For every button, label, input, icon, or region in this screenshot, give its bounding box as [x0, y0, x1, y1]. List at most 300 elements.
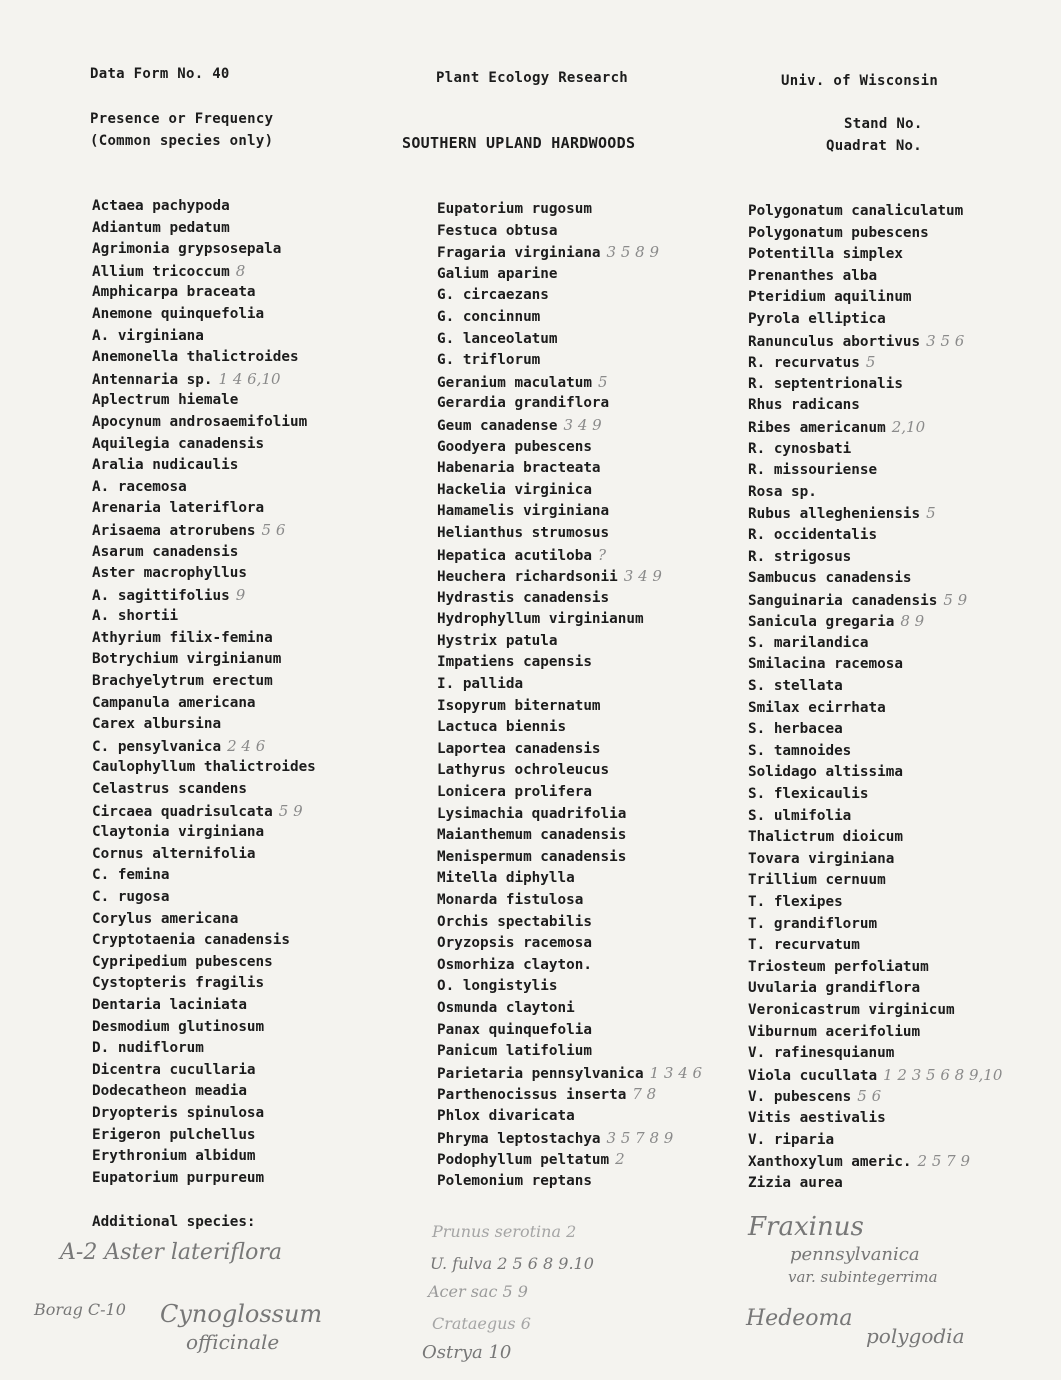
species-row: [437, 696, 702, 718]
species-row: [748, 309, 1002, 331]
species-row: [437, 652, 702, 674]
species-name: Sanicula gregaria: [748, 614, 895, 631]
species-row: [437, 1106, 702, 1128]
quadrat-note: 5 9: [943, 590, 968, 609]
species-row: [92, 865, 316, 887]
species-column-1: [92, 196, 316, 1189]
species-row: [748, 590, 1002, 612]
species-row: [92, 736, 316, 758]
species-name: Heuchera richardsonii: [437, 569, 618, 586]
species-name: Osmunda claytoni: [437, 999, 575, 1016]
species-name: Viola cucullata: [748, 1067, 878, 1084]
species-row: [437, 782, 702, 804]
species-name: Hydrastis canadensis: [437, 589, 610, 606]
species-name: T. grandiflorum: [748, 915, 878, 932]
species-row: [748, 1173, 1002, 1195]
handwritten-note: polygodia: [866, 1324, 965, 1348]
species-name: Cystopteris fragilis: [92, 975, 265, 992]
species-row: [92, 952, 316, 974]
species-name: Agrimonia grypsosepala: [92, 241, 282, 258]
species-row: [437, 285, 702, 307]
quadrat-note: 2 5 7 9: [917, 1152, 971, 1171]
species-name: Smilacina racemosa: [748, 656, 903, 673]
species-name: Amphicarpa braceata: [92, 284, 256, 301]
species-row: [437, 221, 702, 243]
quadrat-note: 5 9: [278, 801, 303, 820]
species-name: Hepatica acutiloba: [437, 547, 592, 564]
species-name: Aquilegia canadensis: [92, 435, 265, 452]
species-row: [748, 525, 1002, 547]
species-row: [437, 588, 702, 610]
species-row: [437, 372, 702, 394]
species-name: Aplectrum hiemale: [92, 392, 239, 409]
species-name: Ribes americanum: [748, 419, 886, 436]
species-name: Monarda fistulosa: [437, 892, 584, 908]
species-name: Menispermum canadensis: [437, 848, 627, 865]
species-row: [437, 307, 702, 329]
quadrat-note: 3 5 7 8 9: [606, 1128, 674, 1147]
quadrat-note: 1 4 6,10: [218, 369, 281, 388]
species-name: A. shortii: [92, 608, 179, 625]
species-name: Panax quinquefolia: [437, 1021, 592, 1038]
species-name: S. stellata: [748, 678, 843, 695]
species-name: Corylus americana: [92, 910, 239, 927]
species-row: [748, 1022, 1002, 1044]
species-name: Antennaria sp.: [92, 371, 213, 388]
species-name: Lonicera prolifera: [437, 784, 592, 801]
species-row: [748, 957, 1002, 979]
species-name: Circaea quadrisulcata: [92, 803, 273, 820]
species-row: [92, 887, 316, 909]
species-row: [437, 264, 702, 286]
species-name: Prenanthes alba: [748, 267, 878, 284]
species-row: [92, 412, 316, 434]
species-column-2: [437, 199, 702, 1192]
species-name: Asarum canadensis: [92, 543, 239, 560]
species-name: Veronicastrum virginicum: [748, 1001, 955, 1018]
species-row: [92, 995, 316, 1017]
species-name: Hamamelis virginiana: [437, 503, 610, 520]
species-name: Hystrix patula: [437, 632, 558, 649]
species-row: [92, 973, 316, 995]
species-row: [437, 609, 702, 631]
species-name: Helianthus strumosus: [437, 524, 610, 541]
species-row: [748, 676, 1002, 698]
species-row: [748, 266, 1002, 288]
species-name: C. rugosa: [92, 889, 170, 905]
species-row: [92, 628, 316, 650]
quadrat-note: 1 2 3 5 6 8 9,10: [883, 1065, 1003, 1084]
species-row: [92, 218, 316, 240]
species-name: Carex albursina: [92, 716, 222, 733]
species-name: Allium tricoccum: [92, 263, 230, 280]
species-row: [437, 804, 702, 826]
quadrat-note: 3 4 9: [563, 415, 602, 434]
species-row: [92, 1038, 316, 1060]
species-row: [92, 1168, 316, 1190]
species-row: [437, 631, 702, 653]
species-name: Campanula americana: [92, 694, 256, 711]
species-name: Lactuca biennis: [437, 719, 567, 736]
quadrat-note: 5: [865, 353, 876, 372]
handwritten-note: A-2 Aster lateriflora: [60, 1240, 282, 1265]
species-row: [92, 606, 316, 628]
species-row: [748, 201, 1002, 223]
species-row: [748, 287, 1002, 309]
species-name: Hydrophyllum virginianum: [437, 611, 644, 628]
form-title: SOUTHERN UPLAND HARDWOODS: [402, 134, 636, 152]
species-name: Tovara virginiana: [748, 850, 895, 867]
species-row: [92, 261, 316, 283]
species-name: Xanthoxylum americ.: [748, 1154, 912, 1171]
species-row: [92, 477, 316, 499]
handwritten-note: U. fulva 2 5 6 8 9.10: [430, 1254, 594, 1273]
species-name: C. femina: [92, 867, 170, 884]
species-name: Rhus radicans: [748, 397, 860, 414]
species-row: [748, 914, 1002, 936]
species-name: Panicum latifolium: [437, 1043, 592, 1060]
species-name: Actaea pachypoda: [92, 198, 230, 214]
species-row: [748, 827, 1002, 849]
species-row: [92, 930, 316, 952]
species-row: [748, 482, 1002, 504]
species-row: [748, 806, 1002, 828]
species-row: [748, 331, 1002, 353]
species-row: [437, 350, 702, 372]
species-name: S. ulmifolia: [748, 807, 852, 824]
species-name: Orchis spectabilis: [437, 913, 592, 930]
species-name: G. concinnum: [437, 308, 541, 325]
species-name: Rubus allegheniensis: [748, 506, 921, 523]
species-name: Adiantum pedatum: [92, 219, 230, 236]
species-row: [748, 633, 1002, 655]
species-row: [437, 415, 702, 437]
species-name: Geum canadense: [437, 417, 558, 434]
species-row: [748, 762, 1002, 784]
species-name: Erythronium albidum: [92, 1148, 256, 1165]
university-name: Univ. of Wisconsin: [781, 73, 939, 89]
species-name: Potentilla simplex: [748, 246, 903, 263]
species-name: Parietaria pennsylvanica: [437, 1065, 644, 1082]
species-row: [92, 304, 316, 326]
handwritten-note: var. subintegerrima: [788, 1268, 938, 1286]
presence-label: Presence or Frequency: [90, 111, 274, 127]
species-row: [92, 282, 316, 304]
species-row: [437, 760, 702, 782]
species-name: Athyrium filix-femina: [92, 629, 273, 646]
handwritten-note: pennsylvanica: [790, 1244, 920, 1265]
species-name: Eupatorium rugosum: [437, 201, 592, 217]
species-name: Lysimachia quadrifolia: [437, 805, 627, 822]
species-row: [437, 458, 702, 480]
species-name: Claytonia virginiana: [92, 824, 265, 841]
species-name: A. virginiana: [92, 327, 204, 344]
species-name: R. occidentalis: [748, 526, 878, 543]
species-name: Brachyelytrum erectum: [92, 673, 273, 690]
species-name: Zizia aurea: [748, 1174, 843, 1191]
species-name: Smilax ecirrhata: [748, 699, 886, 716]
species-row: [748, 374, 1002, 396]
species-row: [748, 1151, 1002, 1173]
species-name: Cornus alternifolia: [92, 845, 256, 862]
species-name: Anemone quinquefolia: [92, 305, 265, 322]
species-name: I. pallida: [437, 676, 524, 693]
handwritten-note: Cynoglossum: [160, 1300, 323, 1328]
species-row: [437, 1020, 702, 1042]
species-row: [92, 1081, 316, 1103]
species-row: [437, 566, 702, 588]
species-name: T. flexipes: [748, 894, 843, 910]
species-name: S. herbacea: [748, 721, 843, 738]
species-row: [92, 1146, 316, 1168]
species-name: Vitis aestivalis: [748, 1109, 886, 1126]
species-name: Arisaema atrorubens: [92, 522, 256, 539]
species-row: [92, 714, 316, 736]
species-name: Osmorhiza clayton.: [437, 956, 592, 973]
species-row: [748, 568, 1002, 590]
species-name: Dentaria laciniata: [92, 996, 247, 1013]
species-row: [748, 611, 1002, 633]
quadrat-note: ?: [597, 545, 606, 564]
species-row: [92, 1125, 316, 1147]
species-row: [748, 784, 1002, 806]
species-row: [437, 825, 702, 847]
quadrat-note: 3 5 8 9: [606, 243, 660, 262]
species-row: [437, 847, 702, 869]
quadrat-note: 8: [235, 261, 246, 280]
species-row: [748, 698, 1002, 720]
species-row: [437, 890, 702, 912]
quadrat-note: 3 5 6: [926, 331, 965, 350]
handwritten-note: Crataegus 6: [432, 1314, 531, 1333]
species-name: Lathyrus ochroleucus: [437, 762, 610, 779]
species-name: A. racemosa: [92, 478, 187, 495]
species-row: [92, 369, 316, 391]
species-name: Ranunculus abortivus: [748, 333, 921, 350]
species-row: [92, 347, 316, 369]
species-name: C. pensylvanica: [92, 738, 222, 755]
quadrat-note: 2 4 6: [227, 736, 266, 755]
species-row: [748, 223, 1002, 245]
species-row: [92, 434, 316, 456]
species-row: [92, 326, 316, 348]
species-name: Botrychium virginianum: [92, 651, 282, 668]
species-name: Dodecatheon meadia: [92, 1083, 247, 1100]
species-row: [748, 417, 1002, 439]
species-name: Goodyera pubescens: [437, 438, 592, 455]
species-name: Phlox divaricata: [437, 1107, 575, 1124]
stand-number-label: Stand No.: [844, 116, 923, 132]
species-row: [92, 1017, 316, 1039]
species-column-3: [748, 201, 1002, 1194]
species-name: Cypripedium pubescens: [92, 953, 273, 970]
species-name: S. marilandica: [748, 634, 869, 651]
species-row: [748, 978, 1002, 1000]
species-name: Galium aparine: [437, 265, 558, 282]
species-row: [748, 892, 1002, 914]
species-row: [437, 933, 702, 955]
species-name: Phryma leptostachya: [437, 1130, 601, 1147]
species-name: Dryopteris spinulosa: [92, 1104, 265, 1121]
species-name: T. recurvatum: [748, 937, 860, 954]
species-name: Mitella diphylla: [437, 870, 575, 887]
species-name: R. strigosus: [748, 548, 852, 565]
species-name: Fragaria virginiana: [437, 245, 601, 262]
species-row: [437, 523, 702, 545]
species-row: [92, 649, 316, 671]
species-name: Anemonella thalictroides: [92, 349, 299, 366]
species-row: [748, 547, 1002, 569]
quadrat-note: 5 6: [261, 520, 286, 539]
species-name: Desmodium glutinosum: [92, 1018, 265, 1035]
species-name: V. pubescens: [748, 1089, 852, 1106]
presence-sublabel: (Common species only): [90, 133, 274, 149]
species-name: R. cynosbati: [748, 440, 852, 457]
quadrat-note: 3 4 9: [623, 567, 662, 586]
species-name: Aralia nudicaulis: [92, 457, 239, 474]
species-row: [92, 455, 316, 477]
species-row: [748, 503, 1002, 525]
species-name: S. tamnoides: [748, 742, 852, 759]
species-row: [92, 909, 316, 931]
species-name: Polygonatum canaliculatum: [748, 203, 964, 219]
species-row: [437, 1171, 702, 1193]
species-row: [437, 242, 702, 264]
species-row: [92, 498, 316, 520]
species-name: Podophyllum peltatum: [437, 1152, 610, 1169]
species-name: Geranium maculatum: [437, 374, 592, 391]
species-name: Rosa sp.: [748, 483, 817, 500]
species-name: Aster macrophyllus: [92, 565, 247, 582]
species-row: [437, 739, 702, 761]
species-row: [437, 998, 702, 1020]
species-row: [437, 717, 702, 739]
species-name: V. rafinesquianum: [748, 1045, 895, 1062]
species-row: [437, 1149, 702, 1171]
species-name: Sambucus canadensis: [748, 570, 912, 587]
species-name: A. sagittifolius: [92, 587, 230, 604]
species-name: Pteridium aquilinum: [748, 289, 912, 306]
species-row: [437, 1084, 702, 1106]
species-row: [92, 520, 316, 542]
species-name: Trillium cernuum: [748, 872, 886, 889]
species-name: Viburnum acerifolium: [748, 1023, 921, 1040]
species-name: G. circaezans: [437, 287, 549, 304]
species-name: Cryptotaenia canadensis: [92, 932, 290, 949]
species-row: [92, 671, 316, 693]
species-name: Pyrola elliptica: [748, 310, 886, 327]
species-row: [748, 439, 1002, 461]
additional-species-label: Additional species:: [92, 1214, 256, 1230]
species-row: [92, 1103, 316, 1125]
quadrat-note: 7 8: [632, 1085, 657, 1104]
species-row: [437, 480, 702, 502]
species-name: Caulophyllum thalictroides: [92, 759, 316, 776]
species-row: [748, 719, 1002, 741]
species-name: Thalictrum dioicum: [748, 829, 903, 846]
species-row: [748, 1086, 1002, 1108]
handwritten-note: Hedeoma: [746, 1306, 853, 1331]
species-row: [748, 1043, 1002, 1065]
species-row: [437, 674, 702, 696]
species-row: [748, 870, 1002, 892]
species-row: [437, 955, 702, 977]
species-name: Oryzopsis racemosa: [437, 935, 592, 952]
species-row: [92, 693, 316, 715]
species-row: [748, 395, 1002, 417]
species-name: S. flexicaulis: [748, 786, 869, 803]
species-name: G. triflorum: [437, 352, 541, 369]
species-row: [92, 757, 316, 779]
species-name: Festuca obtusa: [437, 222, 558, 239]
species-name: Dicentra cucullaria: [92, 1061, 256, 1078]
species-name: Apocynum androsaemifolium: [92, 413, 308, 430]
species-name: Solidago altissima: [748, 764, 903, 781]
species-row: [748, 935, 1002, 957]
species-row: [748, 352, 1002, 374]
species-row: [437, 545, 702, 567]
handwritten-note: Ostrya 10: [422, 1342, 512, 1363]
quadrat-note: 2,10: [891, 417, 926, 436]
quadrat-note: 5 6: [857, 1087, 882, 1106]
species-name: Maianthemum canadensis: [437, 827, 627, 844]
species-name: D. nudiflorum: [92, 1040, 204, 1057]
quadrat-note: 5: [926, 504, 936, 523]
species-name: R. recurvatus: [748, 355, 860, 372]
species-name: Celastrus scandens: [92, 781, 247, 798]
quadrat-note: 1 3 4 6: [649, 1063, 703, 1082]
species-name: V. riparia: [748, 1131, 835, 1148]
species-row: [748, 849, 1002, 871]
handwritten-note: Fraxinus: [748, 1212, 864, 1242]
species-row: [748, 1065, 1002, 1087]
species-name: Gerardia grandiflora: [437, 395, 610, 412]
species-name: Laportea canadensis: [437, 740, 601, 757]
species-name: Hackelia virginica: [437, 481, 592, 498]
species-name: Erigeron pulchellus: [92, 1126, 256, 1143]
species-row: [748, 460, 1002, 482]
org-name: Plant Ecology Research: [436, 70, 629, 86]
species-row: [748, 244, 1002, 266]
species-name: Impatiens capensis: [437, 654, 592, 671]
quadrat-note: 5: [597, 372, 608, 391]
species-row: [748, 1130, 1002, 1152]
species-row: [92, 801, 316, 823]
species-row: [437, 329, 702, 351]
species-name: O. longistylis: [437, 978, 558, 995]
species-row: [748, 1000, 1002, 1022]
species-row: [437, 1041, 702, 1063]
form-number: Data Form No. 40: [90, 66, 230, 82]
species-row: [437, 976, 702, 998]
species-row: [437, 501, 702, 523]
species-row: [437, 393, 702, 415]
handwritten-note: Acer sac 5 9: [428, 1282, 528, 1301]
species-name: Polemonium reptans: [437, 1172, 592, 1189]
species-row: [92, 585, 316, 607]
species-row: [437, 199, 702, 221]
species-name: Eupatorium purpureum: [92, 1169, 265, 1186]
species-row: [92, 779, 316, 801]
handwritten-note: officinale: [186, 1330, 280, 1354]
species-row: [748, 741, 1002, 763]
species-name: R. missouriense: [748, 462, 878, 479]
handwritten-note: Borag C-10: [34, 1300, 126, 1319]
quadrat-note: 8 9: [900, 612, 925, 631]
species-name: Triosteum perfoliatum: [748, 958, 929, 975]
species-row: [437, 868, 702, 890]
species-name: Uvularia grandiflora: [748, 980, 921, 997]
